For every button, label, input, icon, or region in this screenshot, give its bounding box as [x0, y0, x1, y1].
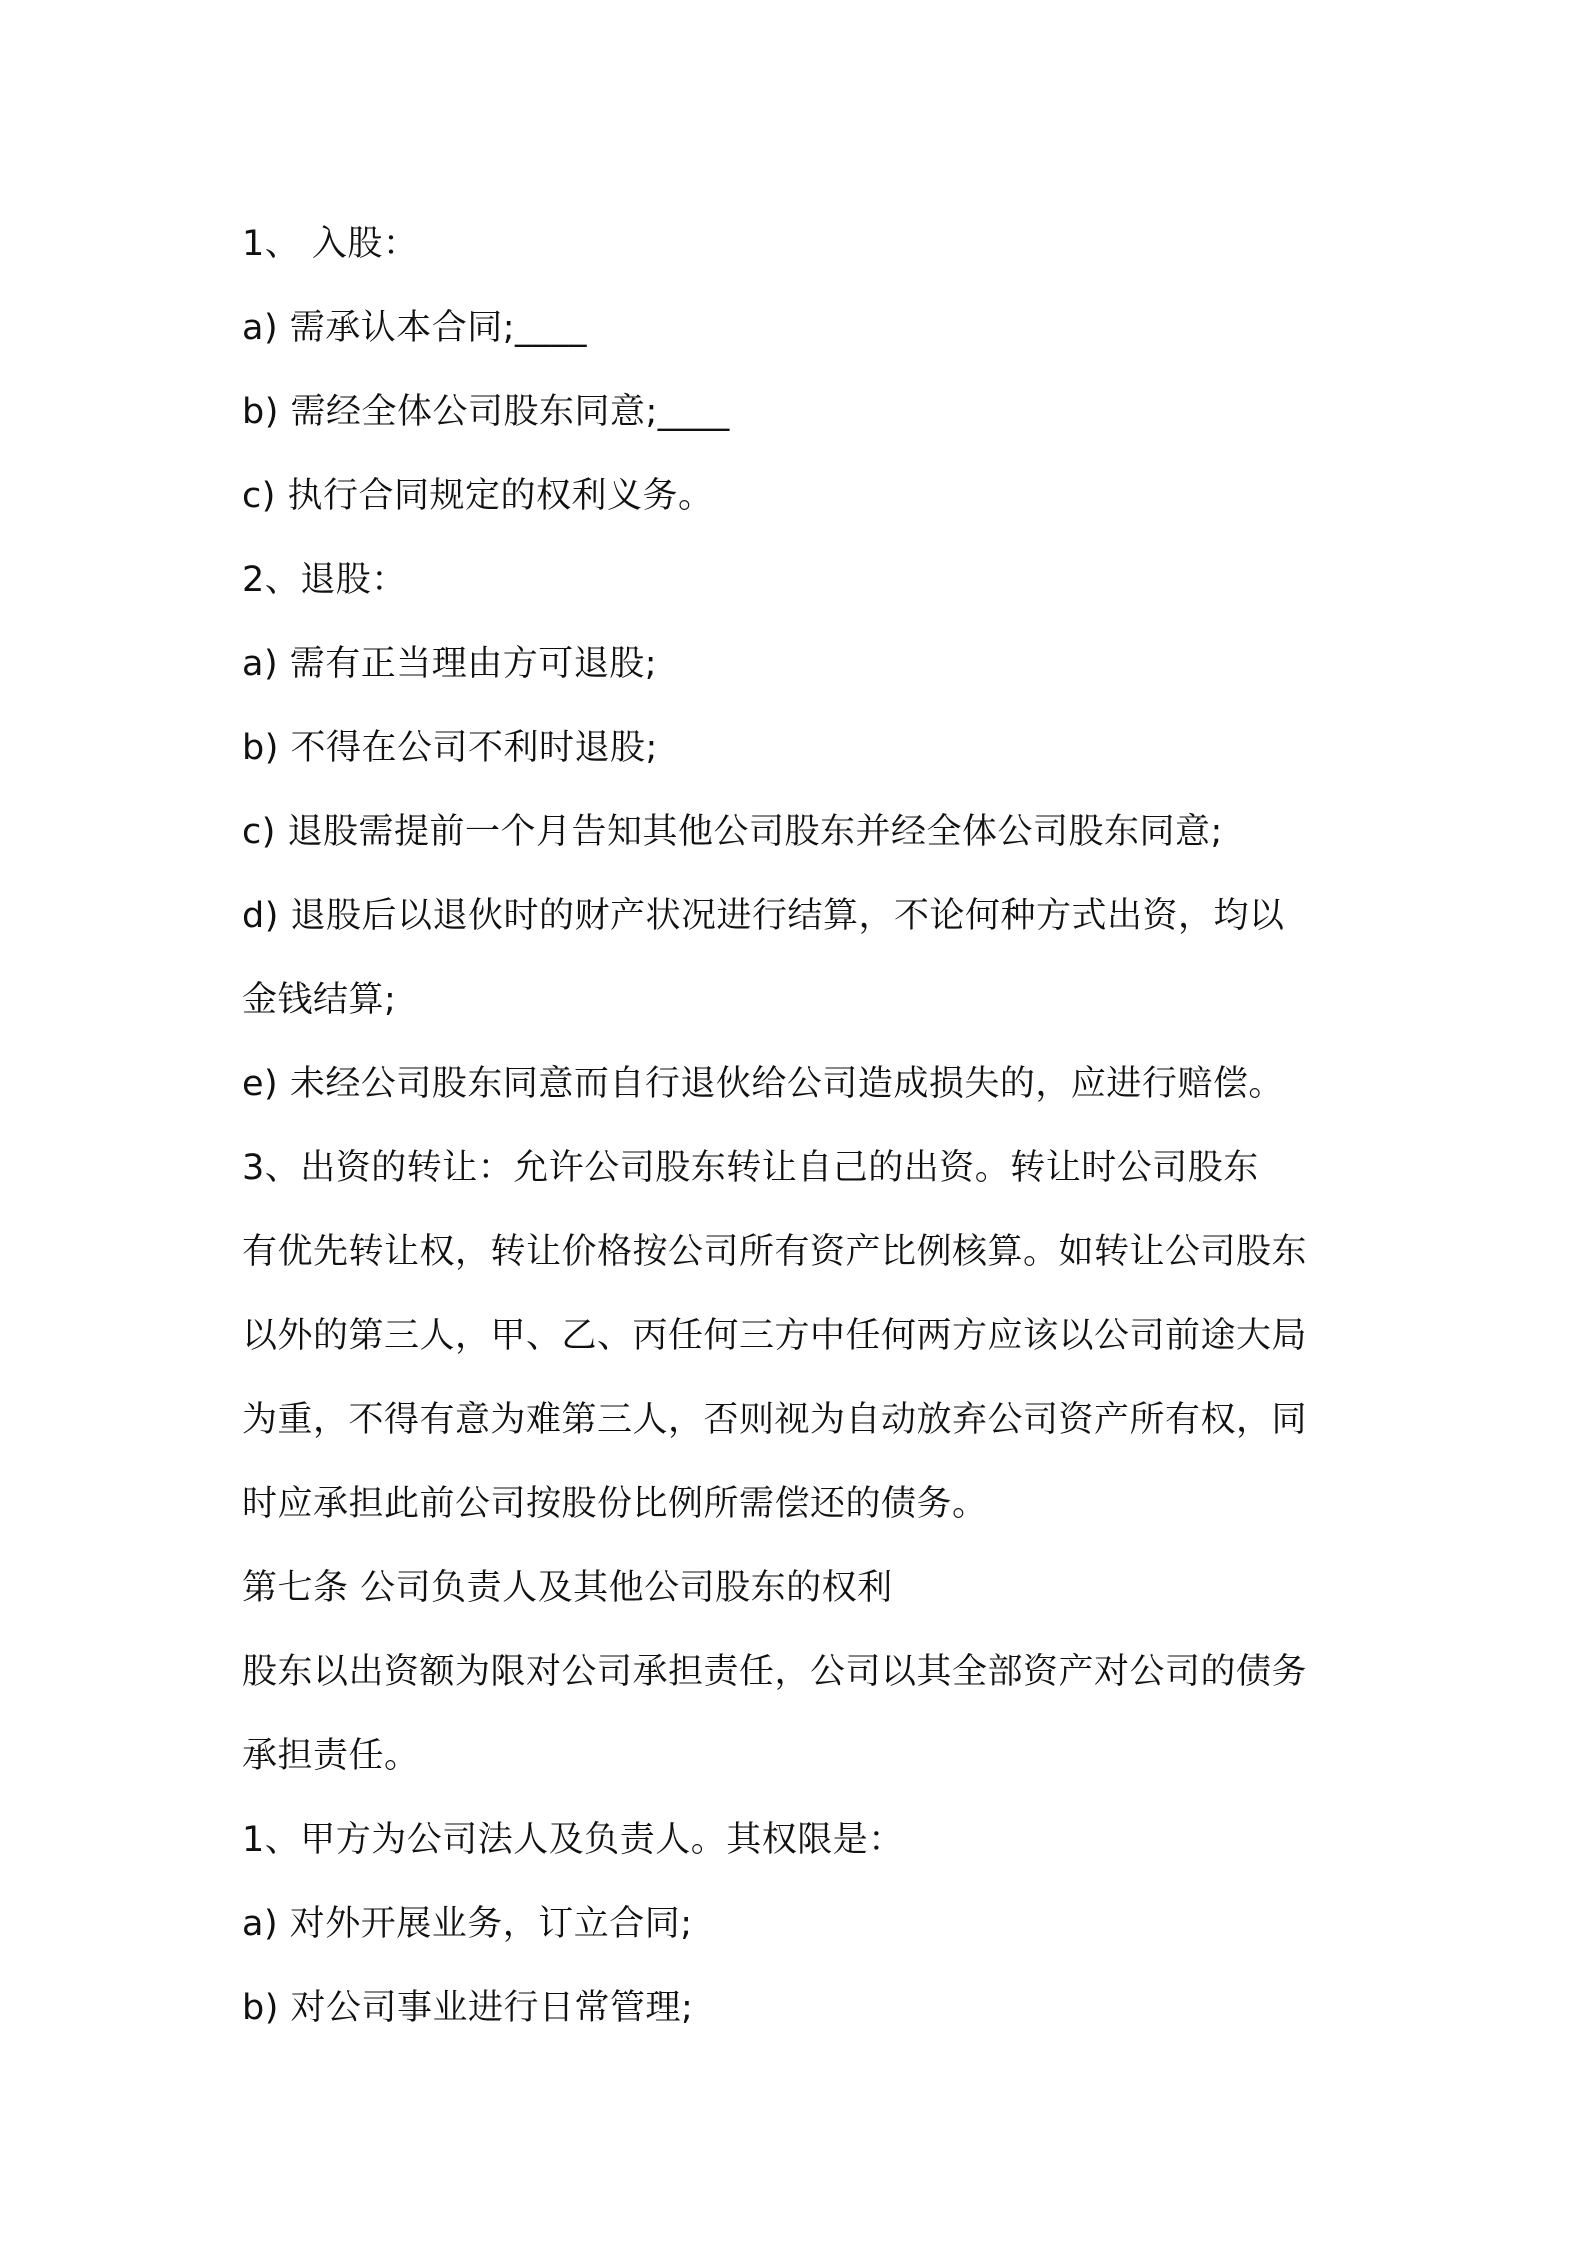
liability-paragraph-line-2: 承担责任。 — [242, 1736, 420, 1776]
authority-clause-a: a) 对外开展业务，订立合同; — [242, 1904, 693, 1944]
section-transfer-line-1: 3、出资的转让：允许公司股东转让自己的出资。转让时公司股东 — [242, 1148, 1259, 1188]
section-transfer-line-4: 为重，不得有意为难第三人，否则视为自动放弃公司资产所有权，同 — [242, 1400, 1308, 1440]
clause-d-settlement-cont: 金钱结算; — [242, 980, 397, 1020]
document-body — [242, 202, 1362, 2050]
clause-a-accept-contract: a) 需承认本合同;____ — [242, 308, 588, 348]
party-a-authority-heading: 1、甲方为公司法人及负责人。其权限是： — [242, 1820, 904, 1860]
section-transfer-line-3: 以外的第三人，甲、乙、丙任何三方中任何两方应该以公司前途大局 — [242, 1316, 1308, 1356]
clause-a-legitimate-reason: a) 需有正当理由方可退股; — [242, 644, 658, 684]
clause-b-no-withdraw-unfavorable: b) 不得在公司不利时退股; — [242, 728, 658, 768]
clause-c-advance-notice: c) 退股需提前一个月告知其他公司股东并经全体公司股东同意; — [242, 812, 1223, 852]
clause-c-rights-obligations: c) 执行合同规定的权利义务。 — [242, 476, 714, 516]
clause-e-compensation: e) 未经公司股东同意而自行退伙给公司造成损失的，应进行赔偿。 — [242, 1064, 1284, 1104]
section-heading-join-shares: 1、 入股： — [242, 224, 419, 264]
clause-b-shareholder-consent: b) 需经全体公司股东同意;____ — [242, 392, 730, 432]
section-transfer-line-2: 有优先转让权，转让价格按公司所有资产比例核算。如转让公司股东 — [242, 1232, 1308, 1272]
section-transfer-line-5: 时应承担此前公司按股份比例所需偿还的债务。 — [242, 1484, 988, 1524]
article-seven-heading: 第七条 公司负责人及其他公司股东的权利 — [242, 1568, 893, 1608]
clause-d-settlement: d) 退股后以退伙时的财产状况进行结算，不论何种方式出资，均以 — [242, 896, 1285, 936]
authority-clause-b: b) 对公司事业进行日常管理; — [242, 1988, 694, 2028]
section-heading-withdraw-shares: 2、退股： — [242, 560, 407, 600]
liability-paragraph-line-1: 股东以出资额为限对公司承担责任，公司以其全部资产对公司的债务 — [242, 1652, 1308, 1692]
